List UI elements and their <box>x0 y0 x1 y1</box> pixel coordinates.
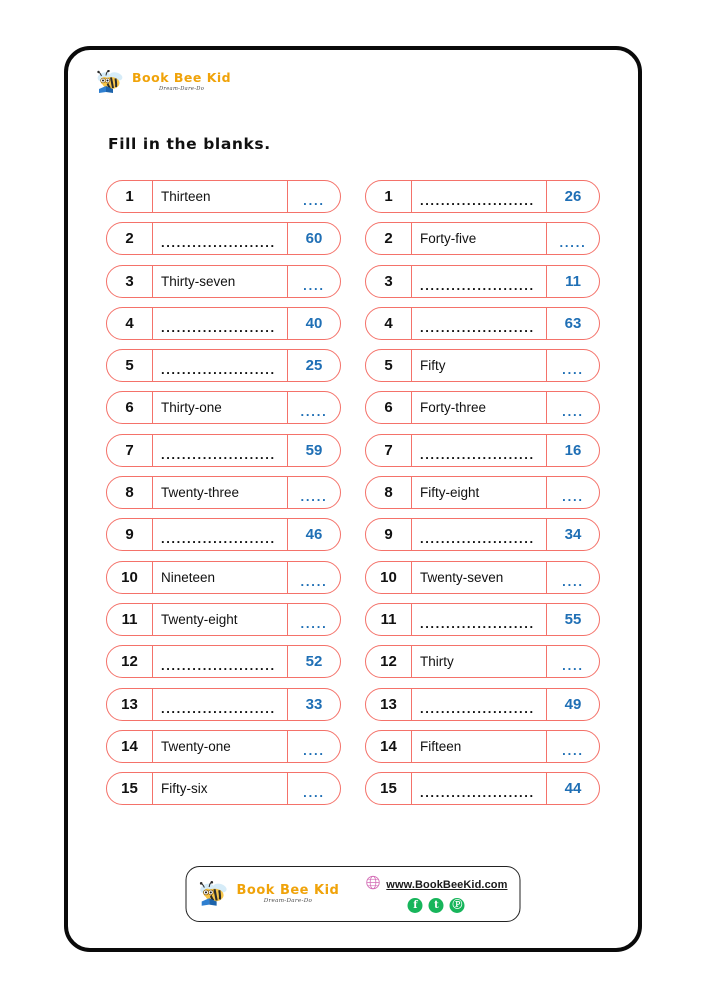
page-title: Fill in the blanks. <box>108 135 271 153</box>
numeral-label: 40 <box>305 314 323 332</box>
numeral-label: 55 <box>564 610 582 628</box>
numeral-blank-field[interactable] <box>547 223 599 254</box>
dotted-blank: ...................... <box>161 701 276 715</box>
row-index: 8 <box>107 477 153 508</box>
dotted-blank: .... <box>303 785 325 801</box>
number-word-label: Forty-three <box>412 392 547 423</box>
numeral-blank-field[interactable] <box>288 562 340 593</box>
bee-with-book-icon <box>96 70 126 94</box>
exercise-row <box>365 645 600 678</box>
row-index: 15 <box>366 773 412 804</box>
dotted-blank: .... <box>303 742 325 758</box>
row-index: 11 <box>366 604 412 635</box>
numeral-blank-field[interactable] <box>288 773 340 804</box>
row-index: 1 <box>107 181 153 212</box>
website-line <box>365 875 507 895</box>
word-blank-field[interactable] <box>412 689 547 720</box>
row-index: 9 <box>107 519 153 550</box>
exercise-row <box>106 391 341 424</box>
row-index: 3 <box>366 266 412 297</box>
numeral-label: 16 <box>564 441 582 459</box>
exercise-row <box>365 603 600 636</box>
number-word-label: Fifty <box>412 350 547 381</box>
dotted-blank: ..... <box>559 235 587 251</box>
worksheet-page <box>64 46 642 952</box>
row-index: 2 <box>107 223 153 254</box>
exercise-row <box>365 307 600 340</box>
row-index: 7 <box>366 435 412 466</box>
dotted-blank: ..... <box>300 489 328 505</box>
exercise-row <box>106 688 341 721</box>
number-word-label: Twenty-one <box>153 731 288 762</box>
numeral-blank-field[interactable] <box>547 392 599 423</box>
word-blank-field[interactable] <box>153 435 288 466</box>
exercise-row <box>106 603 341 636</box>
social-links <box>408 898 465 913</box>
word-blank-field[interactable] <box>153 350 288 381</box>
row-index: 13 <box>366 689 412 720</box>
exercise-row <box>106 349 341 382</box>
row-index: 10 <box>107 562 153 593</box>
number-word-label: Nineteen <box>153 562 288 593</box>
dotted-blank: ..... <box>300 615 328 631</box>
numeral-label: 25 <box>305 357 323 375</box>
brand-tagline: Dream-Dare-Do <box>263 897 313 904</box>
row-index: 5 <box>366 350 412 381</box>
row-index: 4 <box>366 308 412 339</box>
numeral-blank-field[interactable] <box>547 350 599 381</box>
row-index: 6 <box>366 392 412 423</box>
brand-name: Book Bee Kid <box>236 882 340 898</box>
exercise-row <box>365 434 600 467</box>
exercise-row <box>365 391 600 424</box>
dotted-blank: .... <box>562 573 584 589</box>
dotted-blank: .... <box>562 658 584 674</box>
dotted-blank: ...................... <box>161 447 276 461</box>
row-index: 12 <box>107 646 153 677</box>
footer-bar <box>186 866 521 922</box>
dotted-blank: .... <box>303 277 325 293</box>
dotted-blank: .... <box>562 404 584 420</box>
dotted-blank: .... <box>562 489 584 505</box>
numeral-blank-field[interactable] <box>547 477 599 508</box>
word-blank-field[interactable] <box>412 604 547 635</box>
number-word-label: Twenty-eight <box>153 604 288 635</box>
footer-links <box>365 875 507 913</box>
row-index: 3 <box>107 266 153 297</box>
word-blank-field[interactable] <box>153 689 288 720</box>
dotted-blank: ...................... <box>420 194 535 207</box>
row-index: 13 <box>107 689 153 720</box>
numeral-label: 60 <box>305 230 323 248</box>
dotted-blank: ...................... <box>161 236 276 250</box>
exercise-row <box>106 645 341 678</box>
dotted-blank: .... <box>562 362 584 378</box>
numeral-label: 34 <box>564 526 582 544</box>
dotted-blank: ..... <box>300 573 328 589</box>
word-blank-field[interactable] <box>153 646 288 677</box>
word-blank-field[interactable] <box>412 266 547 297</box>
number-word-label: Thirty-seven <box>153 266 288 297</box>
number-word-label: Fifty-six <box>153 773 288 804</box>
row-index: 15 <box>107 773 153 804</box>
row-index: 10 <box>366 562 412 593</box>
numeral-label: 52 <box>305 653 323 671</box>
word-blank-field[interactable] <box>153 519 288 550</box>
row-index: 2 <box>366 223 412 254</box>
numeral-blank-field[interactable] <box>547 731 599 762</box>
numeral-blank-field[interactable] <box>288 266 340 297</box>
facebook-icon[interactable]: f <box>408 898 423 913</box>
numeral-blank-field[interactable] <box>547 646 599 677</box>
row-index: 1 <box>366 181 412 212</box>
dotted-blank: ...................... <box>420 447 535 461</box>
header-logo <box>96 70 231 94</box>
row-index: 7 <box>107 435 153 466</box>
exercise-row <box>365 730 600 763</box>
numeral-label: 11 <box>565 272 581 290</box>
number-word-label: Thirty-one <box>153 392 288 423</box>
row-index: 8 <box>366 477 412 508</box>
dotted-blank: ...................... <box>420 701 535 715</box>
exercise-row <box>365 518 600 551</box>
row-index: 14 <box>366 731 412 762</box>
dotted-blank: ...................... <box>161 363 276 377</box>
numeral-blank-field[interactable] <box>288 181 340 212</box>
exercise-row <box>106 730 341 763</box>
exercise-row <box>106 180 341 213</box>
number-word-label: Forty-five <box>412 223 547 254</box>
row-index: 12 <box>366 646 412 677</box>
numeral-blank-field[interactable] <box>288 392 340 423</box>
bee-with-book-icon <box>199 881 231 907</box>
numeral-label: 26 <box>564 188 582 205</box>
numeral-blank-field[interactable] <box>288 477 340 508</box>
exercise-row <box>365 561 600 594</box>
word-blank-field[interactable] <box>153 223 288 254</box>
dotted-blank: ...................... <box>161 320 276 334</box>
word-blank-field[interactable] <box>412 519 547 550</box>
number-word-label: Thirty <box>412 646 547 677</box>
dotted-blank: .... <box>303 193 325 208</box>
row-index: 5 <box>107 350 153 381</box>
exercise-row <box>106 434 341 467</box>
dotted-blank: ...................... <box>420 278 535 292</box>
exercise-columns <box>68 180 638 805</box>
exercise-column-left <box>106 180 341 805</box>
row-index: 6 <box>107 392 153 423</box>
row-index: 4 <box>107 308 153 339</box>
dotted-blank: ...................... <box>161 659 276 673</box>
numeral-label: 46 <box>305 526 323 544</box>
row-index: 14 <box>107 731 153 762</box>
dotted-blank: ...................... <box>161 532 276 546</box>
word-blank-field[interactable] <box>412 308 547 339</box>
row-index: 9 <box>366 519 412 550</box>
website-url[interactable]: www.BookBeeKid.com <box>386 879 508 891</box>
dotted-blank: ..... <box>300 404 328 420</box>
dotted-blank: ...................... <box>420 616 535 630</box>
globe-icon <box>365 875 380 895</box>
word-blank-field[interactable] <box>412 773 547 804</box>
dotted-blank: .... <box>562 742 584 758</box>
exercise-row <box>106 222 341 255</box>
numeral-label: 44 <box>564 780 582 798</box>
exercise-row <box>365 476 600 509</box>
dotted-blank: ...................... <box>420 786 535 800</box>
word-blank-field[interactable] <box>412 181 547 212</box>
exercise-row <box>106 518 341 551</box>
dotted-blank: ...................... <box>420 320 535 334</box>
word-blank-field[interactable] <box>412 435 547 466</box>
number-word-label: Twenty-seven <box>412 562 547 593</box>
numeral-blank-field[interactable] <box>288 604 340 635</box>
number-word-label: Fifty-eight <box>412 477 547 508</box>
exercise-row <box>365 222 600 255</box>
exercise-row <box>365 688 600 721</box>
number-word-label: Thirteen <box>153 181 288 212</box>
numeral-label: 49 <box>564 695 582 713</box>
exercise-row <box>106 561 341 594</box>
exercise-row <box>106 476 341 509</box>
word-blank-field[interactable] <box>153 308 288 339</box>
number-word-label: Fifteen <box>412 731 547 762</box>
number-word-label: Twenty-three <box>153 477 288 508</box>
exercise-row <box>365 265 600 298</box>
row-index: 11 <box>107 604 153 635</box>
exercise-row <box>365 349 600 382</box>
numeral-label: 33 <box>305 695 323 713</box>
exercise-row <box>365 772 600 805</box>
numeral-label: 63 <box>564 314 582 332</box>
exercise-row <box>106 307 341 340</box>
footer-logo <box>199 881 340 907</box>
exercise-row <box>365 180 600 213</box>
exercise-row <box>106 772 341 805</box>
pinterest-icon[interactable]: Ⓟ <box>450 898 465 913</box>
numeral-blank-field[interactable] <box>547 562 599 593</box>
numeral-label: 59 <box>305 441 323 459</box>
twitter-icon[interactable]: t <box>429 898 444 913</box>
brand-tagline: Dream-Dare-Do <box>158 85 205 92</box>
dotted-blank: ...................... <box>420 532 535 546</box>
exercise-row <box>106 265 341 298</box>
brand-name: Book Bee Kid <box>132 70 232 86</box>
exercise-column-right <box>365 180 600 805</box>
numeral-blank-field[interactable] <box>288 731 340 762</box>
